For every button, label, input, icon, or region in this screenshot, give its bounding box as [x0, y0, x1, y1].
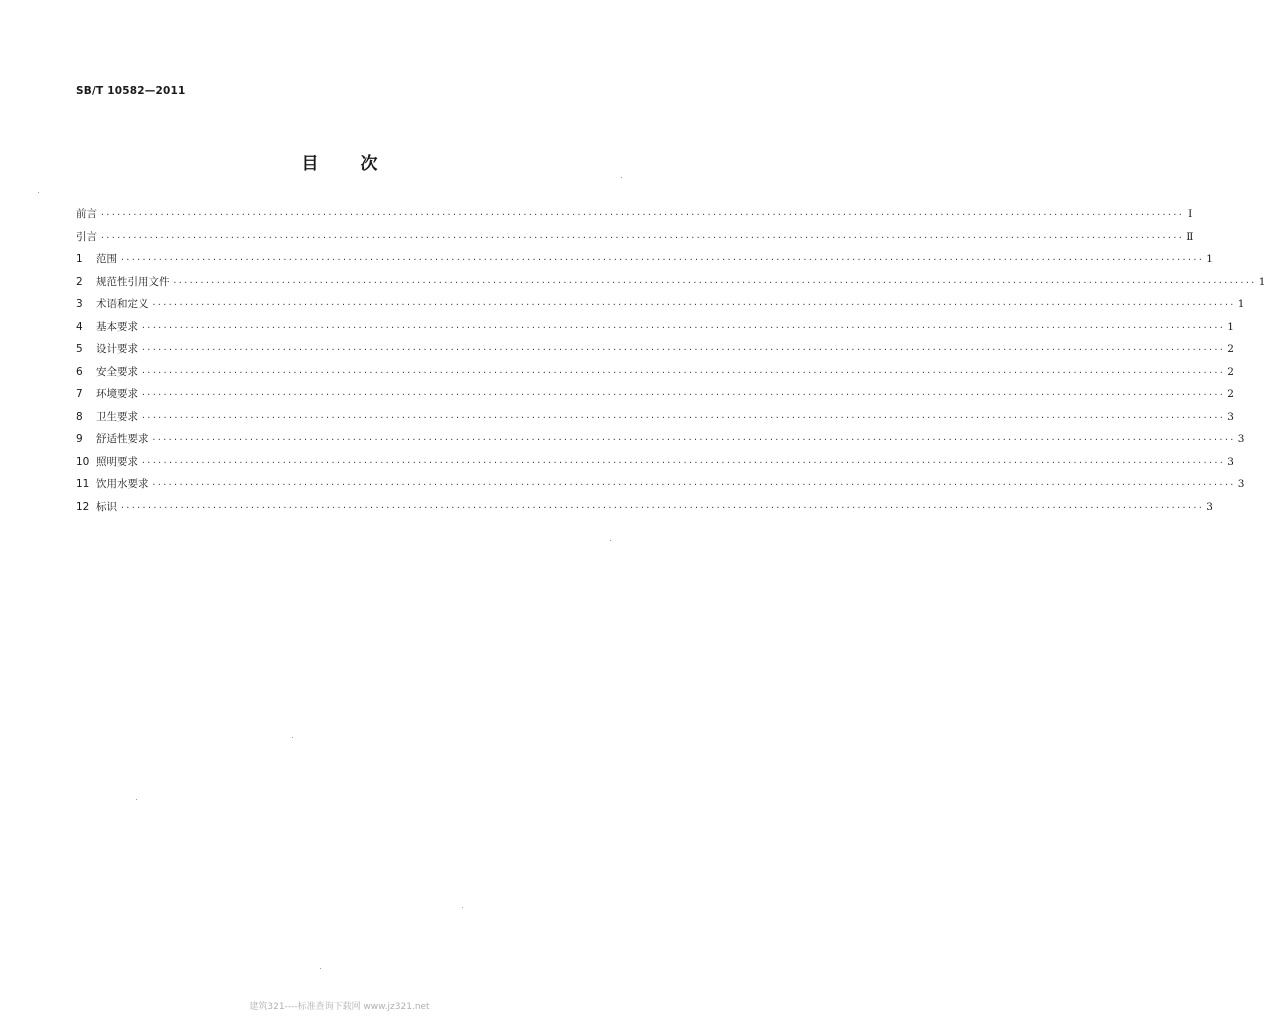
- dot-leader: ········································································································································································································: [141, 412, 1225, 422]
- toc-entry-page: 1: [1227, 320, 1234, 333]
- scan-speck: [621, 177, 622, 178]
- toc-entry-title: 引言: [76, 230, 97, 243]
- toc-entry-title: 照明要求: [96, 455, 138, 468]
- toc-entry-number: 3: [76, 298, 83, 310]
- toc-entry[interactable]: [76, 387, 1234, 410]
- toc-entry-number: 7: [76, 388, 83, 400]
- dot-leader: ········································································································································································································: [100, 232, 1184, 242]
- toc-entry-title: 设计要求: [96, 343, 138, 355]
- toc-entry-page: 3: [1237, 478, 1245, 490]
- toc-entry-number: 6: [76, 365, 83, 378]
- toc-entry-page: 3: [1237, 433, 1245, 445]
- toc-entry-title: 范围: [96, 253, 117, 265]
- toc-entry[interactable]: [76, 365, 1234, 388]
- toc-entry-title: 环境要求: [96, 388, 138, 400]
- toc-entry-page: 1: [1206, 253, 1213, 265]
- watermark-footer: 建筑321----标准查询下载网 www.jz321.net: [249, 1002, 430, 1012]
- toc-entry-title: 基本要求: [96, 320, 138, 333]
- toc-entry[interactable]: [76, 410, 1234, 433]
- toc-entry-number: 4: [76, 320, 83, 333]
- toc-entry-page: 1: [1237, 298, 1245, 310]
- toc-entry-page: 3: [1206, 500, 1213, 513]
- dot-leader: ········································································································································································································: [172, 277, 1256, 287]
- dot-leader: ········································································································································································································: [151, 480, 1235, 489]
- toc-entry[interactable]: [76, 275, 1265, 298]
- toc-entry-title: 安全要求: [96, 365, 138, 378]
- dot-leader: ········································································································································································································: [151, 435, 1235, 444]
- toc-entry-title: 前言: [76, 208, 97, 220]
- dot-leader: ········································································································································································································: [100, 210, 1184, 219]
- toc-entry-page: 1: [1258, 275, 1265, 288]
- scan-speck: [462, 907, 463, 908]
- toc-entry-number: 1: [76, 253, 83, 265]
- dot-leader: ········································································································································································································: [141, 367, 1225, 377]
- toc-entry[interactable]: [76, 455, 1234, 478]
- toc-entry[interactable]: [76, 320, 1234, 343]
- standard-code: SB/T 10582—2011: [76, 85, 186, 97]
- page-title-char-2: 次: [360, 154, 378, 174]
- scan-speck: [38, 192, 39, 193]
- toc-entry[interactable]: [76, 342, 1234, 365]
- toc-entry-title: 舒适性要求: [96, 433, 149, 445]
- toc-entry[interactable]: [76, 207, 1193, 230]
- toc-entry-number: 2: [76, 275, 83, 288]
- toc-entry-page: Ⅱ: [1186, 230, 1194, 243]
- toc-entry-number: 5: [76, 343, 83, 355]
- toc-entry[interactable]: [76, 297, 1245, 320]
- dot-leader: ········································································································································································································: [141, 322, 1225, 332]
- toc-entry[interactable]: [76, 500, 1213, 523]
- dot-leader: ········································································································································································································: [141, 390, 1225, 399]
- toc-entry-page: 3: [1227, 410, 1234, 423]
- toc-entry-number: 8: [76, 410, 83, 423]
- toc-entry-title: 标识: [96, 500, 117, 513]
- toc-entry-page: 2: [1227, 365, 1234, 378]
- toc-entry[interactable]: [76, 230, 1194, 253]
- dot-leader: ········································································································································································································: [120, 502, 1204, 512]
- toc-entry-title: 术语和定义: [96, 298, 149, 310]
- toc-entry-number: 12: [76, 500, 90, 513]
- toc-entry-title: 规范性引用文件: [96, 275, 170, 288]
- dot-leader: ········································································································································································································: [151, 300, 1235, 309]
- page-title: [0, 149, 679, 174]
- toc-entry-number: 11: [76, 478, 90, 490]
- toc-entry[interactable]: [76, 252, 1213, 275]
- toc-entry-page: 2: [1227, 388, 1234, 400]
- dot-leader: ········································································································································································································: [141, 345, 1225, 354]
- scan-speck: [136, 799, 137, 800]
- toc-entry-page: 2: [1227, 343, 1234, 355]
- scan-speck: [292, 737, 293, 738]
- scan-speck: [610, 540, 611, 541]
- toc-entry-number: 10: [76, 455, 90, 468]
- toc-entry-number: 9: [76, 433, 83, 445]
- toc-entry[interactable]: [76, 477, 1245, 500]
- toc-entry-title: 卫生要求: [96, 410, 138, 423]
- toc-entry-title: 饮用水要求: [96, 478, 149, 490]
- dot-leader: ········································································································································································································: [141, 457, 1225, 467]
- toc-entry-page: 3: [1227, 455, 1234, 468]
- table-of-contents: [76, 207, 1265, 522]
- page-title-char-1: 目: [301, 154, 319, 174]
- dot-leader: ········································································································································································································: [120, 255, 1204, 264]
- toc-entry[interactable]: [76, 432, 1245, 455]
- toc-entry-page: Ⅰ: [1188, 208, 1193, 220]
- scan-speck: [320, 968, 321, 969]
